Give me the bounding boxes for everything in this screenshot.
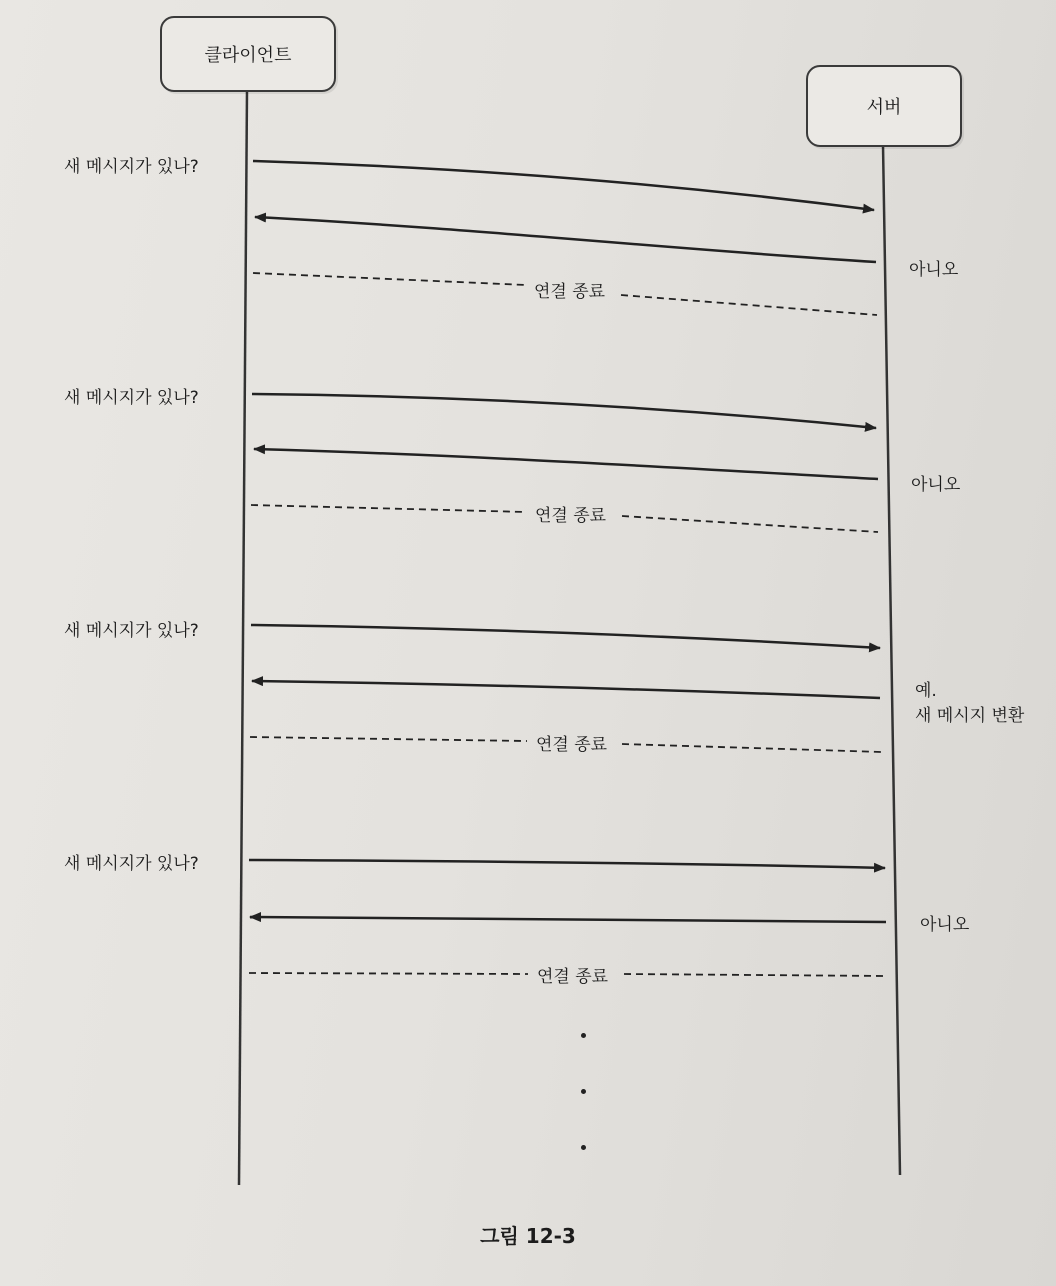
request-label: 새 메시지가 있나? — [64, 854, 199, 874]
response-arrow — [252, 681, 880, 698]
continuation-dot — [581, 1145, 586, 1150]
request-label: 새 메시지가 있나? — [64, 157, 199, 177]
response-label: 아니오 — [920, 915, 970, 935]
client-actor-box — [160, 16, 336, 92]
server-actor-box — [806, 65, 962, 147]
request-label: 새 메시지가 있나? — [64, 621, 199, 641]
figure-caption: 그림 12-3 — [480, 1224, 576, 1248]
termination-dashed-line — [622, 744, 882, 752]
client-label: 클라이언트 — [204, 45, 292, 66]
termination-label: 연결 종료 — [536, 735, 608, 755]
termination-dashed-line — [622, 516, 878, 532]
response-label: 예. — [915, 681, 937, 701]
response-arrow — [250, 917, 886, 922]
request-label: 새 메시지가 있나? — [64, 388, 199, 408]
request-arrow — [251, 625, 880, 648]
termination-dashed-line — [253, 273, 526, 285]
termination-dashed-line — [251, 505, 526, 512]
server-label: 서버 — [866, 97, 902, 118]
termination-dashed-line — [249, 973, 528, 974]
response-arrow — [255, 217, 876, 262]
response-arrow — [254, 449, 878, 479]
termination-dashed-line — [250, 737, 527, 741]
response-label-line2: 새 메시지 변환 — [915, 706, 1025, 726]
request-arrow — [252, 394, 876, 428]
continuation-dot — [581, 1089, 586, 1094]
continuation-dot — [581, 1033, 586, 1038]
client-lifeline — [239, 90, 247, 1185]
request-arrow — [249, 860, 885, 868]
termination-label: 연결 종료 — [535, 506, 607, 526]
termination-dashed-line — [624, 974, 886, 976]
response-label: 아니오 — [911, 475, 961, 495]
termination-label: 연결 종료 — [537, 967, 609, 987]
termination-label: 연결 종료 — [534, 282, 606, 302]
server-lifeline — [883, 145, 900, 1175]
termination-dashed-line — [621, 295, 877, 315]
response-label: 아니오 — [909, 260, 959, 280]
request-arrow — [253, 161, 874, 210]
